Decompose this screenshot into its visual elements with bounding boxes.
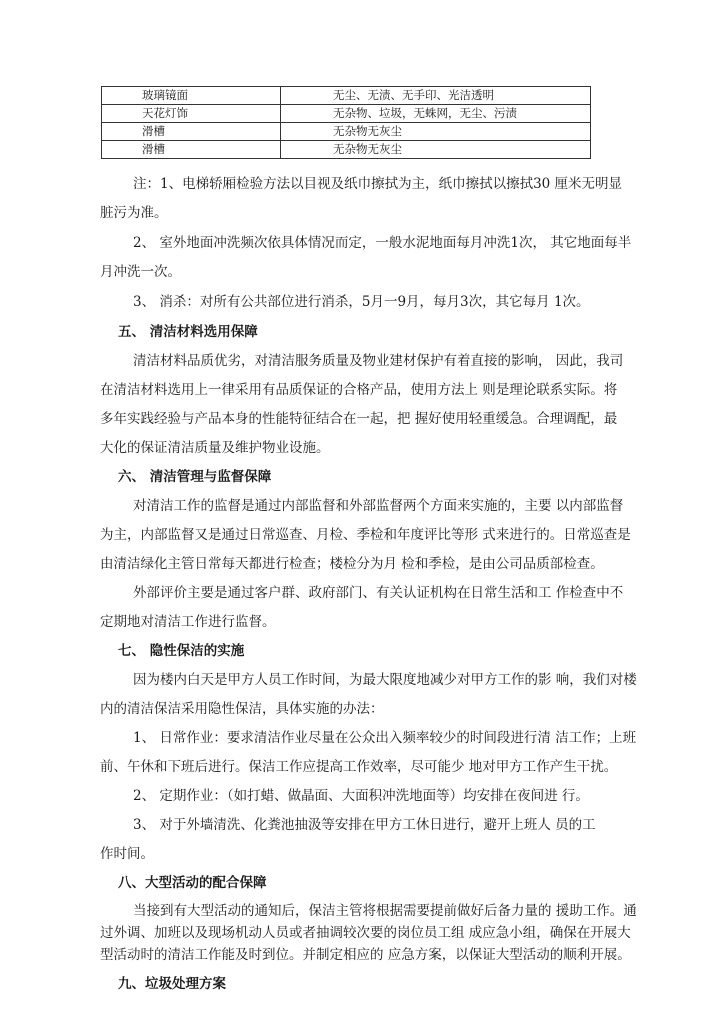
section-5-line-2: 在清洁材料选用上一律采用有品质保证的合格产品，使用方法上 则是理论联系实际。将	[100, 382, 618, 398]
section-7-line-5: 2、 定期作业：（如打蜡、做晶面、大面积冲洗地面等）均安排在夜间进 行。	[133, 788, 589, 804]
section-5-line-1: 清洁材料品质优劣，对清洁服务质量及物业建材保护有着直接的影响， 因此，我司	[133, 353, 624, 369]
table-row	[102, 105, 591, 123]
table-cell-standard: 无尘、无渍、无手印、光洁透明	[281, 87, 591, 105]
note-2-line-1: 2、 室外地面冲洗频次依具体情况而定，一般水泥地面每月冲洗1次， 其它地面每半	[133, 235, 632, 251]
section-7-line-3: 1、 日常作业：要求清洁作业尽量在公众出入频率较少的时间段进行清 洁工作；上班	[133, 730, 637, 746]
table-cell-item: 滑槽	[102, 123, 281, 141]
table-cell-standard: 无杂物无灰尘	[281, 123, 591, 141]
section-7-line-7: 作时间。	[100, 846, 154, 862]
table-cell-item: 玻璃镜面	[102, 87, 281, 105]
section-7-heading: 七、 隐性保洁的实施	[118, 643, 245, 659]
cleaning-standards-table	[101, 86, 591, 159]
section-6-line-1: 对清洁工作的监督是通过内部监督和外部监督两个方面来实施的，主要 以内部监督	[133, 498, 624, 514]
table-cell-standard: 无杂物、垃圾，无蛛网，无尘、污渍	[281, 105, 591, 123]
section-8-line-3: 型活动时的清洁工作能及时到位。并制定相应的 应急方案，以保证大型活动的顺利开展。	[100, 947, 631, 963]
section-8-line-2: 过外调、加班以及现场机动人员或者抽调较次要的岗位员工组 成应急小组，确保在开展大	[100, 925, 631, 941]
note-2-line-2: 月冲洗一次。	[100, 264, 181, 280]
section-6-line-2: 为主，内部监督又是通过日常巡查、月检、季检和年度评比等形 式来进行的。日常巡查是	[100, 527, 631, 543]
section-6-heading: 六、 清洁管理与监督保障	[118, 469, 272, 485]
section-5-heading: 五、 清洁材料选用保障	[118, 324, 258, 340]
table-cell-item: 滑槽	[102, 141, 281, 159]
table-row	[102, 141, 591, 159]
table-cell-item: 天花灯饰	[102, 105, 281, 123]
note-1-line-2: 脏污为准。	[100, 205, 168, 221]
section-5-line-3: 多年实践经验与产品本身的性能特征结合在一起，把 握好使用轻重缓急。合理调配，最	[100, 411, 618, 427]
section-7-line-1: 因为楼内白天是甲方人员工作时间，为最大限度地减少对甲方工作的影 响，我们对楼	[133, 672, 637, 688]
section-8-line-1: 当接到有大型活动的通知后，保洁主管将根据需要提前做好后备力量的 援助工作。通	[133, 903, 637, 919]
section-7-line-4: 前、午休和下班后进行。保洁工作应提高工作效率，尽可能少 地对甲方工作产生干扰。	[100, 759, 618, 775]
section-7-line-6: 3、 对于外墙清洗、化粪池抽汲等安排在甲方工休日进行，避开上班人 员的工	[133, 817, 596, 833]
table-row	[102, 123, 591, 141]
note-3: 3、 消杀：对所有公共部位进行消杀，5月一9月，每月3次，其它每月 1次。	[133, 294, 590, 310]
section-8-heading: 八、大型活动的配合保障	[118, 875, 267, 891]
section-6-line-3: 由清洁绿化主管日常每天都进行检查；楼检分为月 检和季检，是由公司品质部检查。	[100, 556, 604, 572]
table-row	[102, 87, 591, 105]
note-1-line-1: 注：1、电梯轿厢检验方法以目视及纸巾擦拭为主，纸巾擦拭以擦拭30 厘米无明显	[133, 176, 623, 192]
section-6-line-4: 外部评价主要是通过客户群、政府部门、有关认证机构在日常生活和工 作检查中不	[133, 585, 624, 601]
section-9-heading: 九、垃圾处理方案	[118, 976, 226, 992]
table-cell-standard: 无杂物无灰尘	[281, 141, 591, 159]
section-7-line-2: 内的清洁保洁采用隐性保洁，具体实施的办法：	[100, 701, 384, 717]
section-6-line-5: 定期地对清洁工作进行监督。	[100, 614, 276, 630]
section-5-line-4: 大化的保证清洁质量及维护物业设施。	[100, 440, 330, 456]
